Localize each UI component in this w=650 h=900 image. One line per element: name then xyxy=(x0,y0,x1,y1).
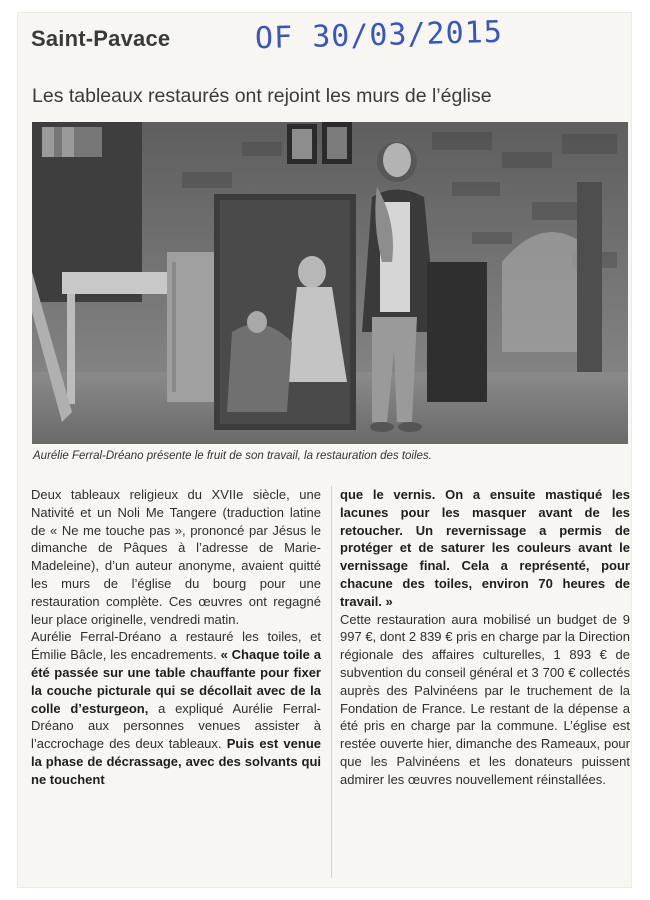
photo-illustration xyxy=(32,122,628,444)
article-paragraph: Deux tableaux religieux du XVIIe siècle, une Nativité et un Noli Me Tangere (traduction latine de « Ne me touche pas », prononcé par Jésus le dimanche de Pâques à l’adresse de Marie-Madeleine), d’un auteur anonyme, avaient quitté les murs de l’église du bourg pour une restauration complète. Ces œuvres ont regagné leur place originelle, vendredi matin. xyxy=(31,487,321,627)
article-quote: que le vernis. On a ensuite mastiqué les lacunes pour les masquer avant de les retoucher. Un revernissage a permis de protéger et de saturer les couleurs avant le vernissage final. Cela a représenté, pour chacune des toiles, environ 70 heures de travail. » xyxy=(340,487,630,609)
article-quote: « Chaque toile a été passée sur une table chauffante pour fixer la couche picturale qui se décollait avec de la colle d’esturgeon, xyxy=(31,647,321,716)
article-text: a expliqué Aurélie Ferral-Dréano aux personnes venues assister à l’accrochage des deux tableaux. xyxy=(31,700,321,752)
article-headline: Les tableaux restaurés ont rejoint les murs de l’église xyxy=(32,85,492,107)
article-column-2 xyxy=(340,486,630,789)
article-paragraph xyxy=(340,486,630,611)
article-quote: Puis est venue la phase de décrassage, avec des solvants qui ne touchent xyxy=(31,736,321,787)
section-rubric: Saint-Pavace xyxy=(31,26,171,51)
article-text: Aurélie Ferral-Dréano a restauré les toiles, et Émilie Bâcle, les encadrements. xyxy=(31,629,321,663)
photo-caption: Aurélie Ferral-Dréano présente le fruit de son travail, la restauration des toiles. xyxy=(33,450,432,462)
article-column-1 xyxy=(31,486,321,789)
article-paragraph: Cette restauration aura mobilisé un budget de 9 997 €, dont 2 839 € pris en charge par la Direction régionale des affaires culturelles, 1 893 € de subvention du conseil général et 3 700 € collectés auprès des Palvinéens par le truchement de la Fondation de France. Le restant de la dépense a été pris en charge par la commune. L’église est restée ouverte hier, dimanche des Rameaux, pour que les Palvinéens et les donateurs puissent admirer les œuvres nouvellement réinstallées. xyxy=(340,611,630,787)
article-photo xyxy=(32,122,628,444)
column-divider xyxy=(331,486,332,878)
article-paragraph xyxy=(31,628,321,788)
handwritten-date-annotation: OF 30/03/2015 xyxy=(254,14,504,57)
